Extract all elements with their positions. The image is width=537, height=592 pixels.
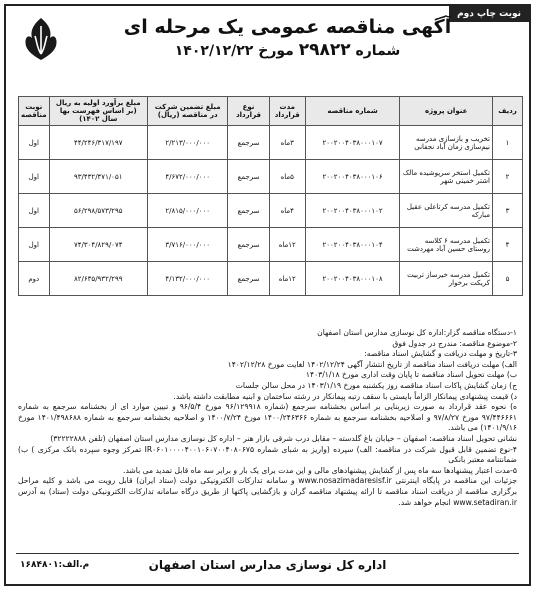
contract-type: سرجمع: [228, 262, 269, 296]
guarantee-amount: ۴/۶۷۲/۰۰۰/۰۰۰: [147, 160, 227, 194]
emblem-icon: [20, 16, 62, 62]
advertisement-footer: [16, 553, 519, 576]
row-number: ۴: [492, 228, 522, 262]
header-cell: عنوان پروژه: [400, 97, 493, 126]
header-cell: شماره مناقصه: [305, 97, 400, 126]
header-cell: مبلغ برآورد اولیه به ریال (بر اساس فهرست بها سال ۱۴۰۲): [49, 97, 147, 126]
tender-round: اول: [19, 228, 50, 262]
contract-type: سرجمع: [228, 126, 269, 160]
contract-duration: ۴ماه: [269, 194, 305, 228]
tender-table: [18, 96, 523, 296]
estimated-amount: ۵۶/۲۹۸/۵۷۳/۲۹۵: [49, 194, 147, 228]
header-cell: مبلغ تضمین شرکت در مناقصه (ریال): [147, 97, 227, 126]
condition-line: ۴-نوع تضمین قابل قبول شرکت در مناقصه: الف) سپرده (واریز به شبای شماره IR۰۶۰۱۰۰۰۰۴۰۰۱۰۶۰۷۰۰۴۰۸۰۶۷۵ تمرکز وجوه سپرده بانک مرکزی ) ب) ضمانتنامه معتبر بانکی: [18, 444, 518, 465]
condition-line: د) قیمت پیشنهادی پیمانکار الزاماً بایستی با سقف رتبه پیمانکار در رشته ساختمان و ابنیه مطابقت داشته باشد.: [173, 391, 517, 401]
title-date-label: مورخ: [258, 43, 294, 59]
condition-line: ج) زمان گشایش پاکات اسناد مناقصه روز یکشنبه مورخ ۱۴۰۳/۱/۱۹ در محل سالن جلسات: [235, 380, 517, 390]
row-number: ۵: [492, 262, 522, 296]
condition-line: ۳-تاریخ و مهلت دریافت و گشایش اسناد مناقصه:: [364, 349, 517, 359]
condition-line: الف) مهلت دریافت اسناد مناقصه از تاریخ انتشار آگهی ۱۴۰۲/۱۲/۲۴ لغایت مورخ ۱۴۰۲/۱۲/۲۸: [227, 359, 517, 369]
condition-line: ۱-دستگاه مناقصه گزار:اداره کل نوسازی مدارس استان اصفهان: [317, 328, 517, 337]
row-number: ۱: [492, 126, 522, 160]
tender-code: ۲۰۰۲۰۰۴۰۳۸۰۰۰۱۰۴: [305, 228, 400, 262]
header-cell: نوبت مناقصه: [19, 97, 50, 126]
estimated-amount: ۹۳/۴۳۲/۴۷۱/۰۵۱: [49, 160, 147, 194]
condition-line: جزئیات این مناقصه در پایگاه اینترنتی www.nosazimadaresisf.ir و سامانه تدارکات الکترونیکی دولت (ستاد ایران) قابل رویت می باشد و کلیه مراحل برگزاری مناقصه از دریافت اسناد مناقصه تا ارائه پیشنهاد مناقصه گران و بازگشایی پاکتها از طریق درگاه سامانه تدارکات الکترونیکی دولت (ستاد) به آدرس www.setadiran.ir انجام خواهد شد.: [18, 476, 517, 507]
tender-round: اول: [19, 194, 50, 228]
guarantee-amount: ۳/۷۱۶/۰۰۰/۰۰۰: [147, 228, 227, 262]
contract-duration: ۳ماه: [269, 126, 305, 160]
project-title: تکمیل استخر سرپوشیده مالک اشتر خمینی شهر: [400, 160, 493, 194]
project-title: تکمیل مدرسه خیرساز تربیت کریکت برخوار: [400, 262, 493, 296]
table-row: [19, 194, 523, 228]
advertisement-frame: [4, 4, 531, 586]
table-row: [19, 262, 523, 296]
title-heading: آگهی مناقصه عمومی یک مرحله ای: [123, 16, 452, 38]
condition-line: نشانی تحویل اسناد مناقصه: اصفهان – خیابان باغ گلدسته – مقابل درب شرقی بازار هنر – اداره کل نوسازی مدارس استان اصفهان (تلفن ۳۲۲۲۲۸۸۸): [50, 433, 517, 443]
project-title: تخریب و بازسازی مدرسه نیم‌سازی زمان آباد نجفانی: [400, 126, 493, 160]
contract-duration: ۱۲ماه: [269, 228, 305, 262]
condition-line: ۲-موضوع مناقصه: مندرج در جدول فوق: [392, 338, 517, 348]
tender-round: اول: [19, 126, 50, 160]
header-cell: ردیف: [492, 97, 522, 126]
tender-number: ۲۹۸۲۲: [298, 40, 351, 60]
edition-badge: نوبت چاپ دوم: [449, 6, 529, 22]
tender-round: دوم: [19, 262, 50, 296]
title-number-line: [86, 40, 489, 60]
condition-line: ۵-مدت اعتبار پیشنهادها سه ماه پس از گشایش پیشنهادهای مالی و این مدت برای یک بار و برابر سه ماه قابل تمدید می باشد.: [123, 465, 517, 475]
title-date: ۱۴۰۲/۱۲/۲۲: [174, 43, 254, 59]
title-prefix: شماره: [355, 43, 401, 59]
contract-type: سرجمع: [228, 160, 269, 194]
contract-type: سرجمع: [228, 228, 269, 262]
estimated-amount: ۸۲/۶۳۵/۹۳۲/۲۹۹: [49, 262, 147, 296]
header-cell: مدت قرارداد: [269, 97, 305, 126]
estimated-amount: ۴۴/۲۴۶/۳۱۷/۱۹۷: [49, 126, 147, 160]
tender-code: ۲۰۰۲۰۰۴۰۳۸۰۰۰۱۰۶: [305, 160, 400, 194]
contract-duration: ۱۲ماه: [269, 262, 305, 296]
row-number: ۳: [492, 194, 522, 228]
issuer-name: اداره کل نوسازی مدارس استان اصفهان: [148, 558, 387, 572]
tender-round: اول: [19, 160, 50, 194]
tender-code: ۲۰۰۲۰۰۴۰۳۸۰۰۰۱۰۷: [305, 126, 400, 160]
table-row: [19, 228, 523, 262]
guarantee-amount: ۲/۸۱۵/۰۰۰/۰۰۰: [147, 194, 227, 228]
tender-code: ۲۰۰۲۰۰۴۰۳۸۰۰۰۱۰۲: [305, 194, 400, 228]
contract-type: سرجمع: [228, 194, 269, 228]
table-row: [19, 126, 523, 160]
tender-conditions: [18, 328, 517, 508]
publication-code: م.الف:۱۶۸۴۸۰۱: [20, 560, 90, 570]
estimated-amount: ۷۴/۳۰۴/۸۲۹/۰۷۴: [49, 228, 147, 262]
project-title: تکمیل مدرسه ۶ کلاسه روستای حسین آباد مهردشت: [400, 228, 493, 262]
table-header-row: [19, 97, 523, 126]
contract-duration: ۵ماه: [269, 160, 305, 194]
header-cell: نوع قرارداد: [228, 97, 269, 126]
guarantee-amount: ۲/۲۱۳/۰۰۰/۰۰۰: [147, 126, 227, 160]
table-row: [19, 160, 523, 194]
tender-code: ۲۰۰۲۰۰۴۰۳۸۰۰۰۱۰۸: [305, 262, 400, 296]
guarantee-amount: ۴/۱۳۲/۰۰۰/۰۰۰: [147, 262, 227, 296]
condition-line: ب) مهلت تحویل اسناد مناقصه تا پایان وقت اداری مورخ ۱۴۰۳/۱/۱۸: [305, 370, 517, 380]
project-title: تکمیل مدرسه کرتاعلی عقیل مبارکه: [400, 194, 493, 228]
advertisement-title: [86, 16, 489, 60]
condition-line: ه) نحوه عقد قرارداد به صورت زیربنایی بر اساس بخشنامه سرجمع (شماره ۹۶/۱۲۹۹۱۸ مورخ ۹۶/۵/۴ و تبیین موارد ای از بخشنامه سرجمع به شماره ۹۷/۴۴۶۶۶۱ مورخ ۹۷/۸/۲۷ و اصلاحیه بخشنامه سرجمع به شماره ۱۴۰۰/۲۴۶۳۶۶ مورخ ۱۴۰۰/۷/۲۴ و اصلاحیه بخشنامه سرجمع به شماره ۱۴۰۱/۴۹۸۶۸۸ مورخ ۱۴۰۱/۹/۱۶) می باشد.: [18, 402, 518, 433]
row-number: ۲: [492, 160, 522, 194]
